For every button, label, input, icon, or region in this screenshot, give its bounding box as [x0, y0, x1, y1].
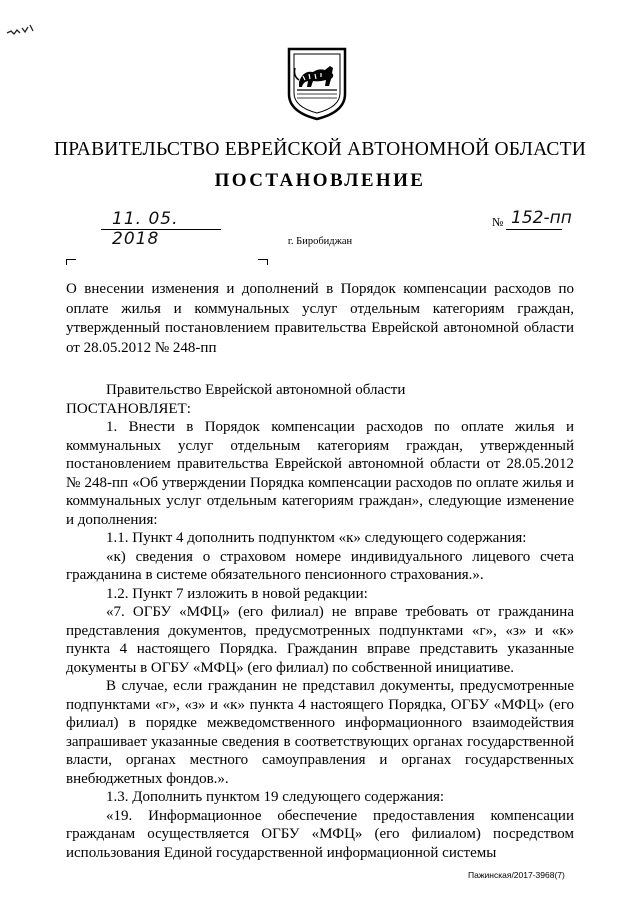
government-title: ПРАВИТЕЛЬСТВО ЕВРЕЙСКОЙ АВТОНОМНОЙ ОБЛАСТИ	[53, 139, 587, 160]
paragraph-1: 1. Внести в Порядок компенсации расходов по оплате жилья и коммунальных услуг отдельным категориям граждан, утвержденный постановлением правительства Еврейской автономной области от 28.05.2012 № 248-пп «Об утверждении Порядка компенсации расходов по оплате жилья и коммунальных услуг отдельным категориям граждан», следующие изменение и дополнения:	[66, 419, 574, 528]
subject-bracket-right	[258, 259, 268, 265]
subject-bracket-left	[66, 259, 76, 265]
paragraph-1-2: 1.2. Пункт 7 изложить в новой редакции:	[106, 585, 368, 602]
number-label: №	[492, 215, 504, 229]
paragraph-1-3-text: «19. Информационное обеспечение предоставления компенсации гражданам осуществляется ОГБУ «МФЦ» (его филиалом) посредством использования Единой государственной информационной системы	[66, 807, 574, 861]
document-date: 11. 05. 2018	[112, 209, 179, 249]
paragraph-1-2-text: «7. ОГБУ «МФЦ» (его филиал) не вправе требовать от гражданина представления документов, предусмотренных подпунктами «г», «з» и «к» пункта 4 настоящего Порядка. Гражданин вправе представить указанные документы в ОГБУ «МФЦ» (его филиал) по собственной инициативе.	[66, 604, 574, 676]
document-subject: О внесении изменения и дополнений в Порядок компенсации расходов по оплате жилья и коммунальных услуг отдельным категориям граждан, утвержденный постановлением правительства Еврейской автономной области от 28.05.2012 № 248-пп	[66, 281, 574, 356]
document-type-heading: ПОСТАНОВЛЕНИЕ	[214, 170, 426, 191]
paragraph-1-1-text: «к) сведения о страховом номере индивидуального лицевого счета гражданина в системе обязательного пенсионного страхования.».	[66, 548, 574, 583]
handwritten-mark	[6, 22, 36, 38]
paragraph-1-2-text-2: В случае, если гражданин не представил документы, предусмотренные подпунктами «г», «з» и «к» пункта 4 настоящего Порядка, ОГБУ «МФЦ» (его филиал) в порядке межведомственного информационного взаимодействия запрашивает указанные сведения в соответствующих органах государственной власти, органах местного самоуправления и органах государственных внебюджетных фондов.».	[66, 678, 574, 787]
preamble: Правительство Еврейской автономной области	[106, 382, 406, 398]
number-underline	[506, 229, 562, 230]
document-number: 152-пп	[511, 208, 572, 228]
paragraph-1-1: 1.1. Пункт 4 дополнить подпунктом «к» следующего содержания:	[106, 530, 527, 546]
resolves-heading: ПОСТАНОВЛЯЕТ:	[66, 400, 191, 417]
document-body	[66, 381, 574, 862]
date-underline	[101, 229, 221, 230]
coat-of-arms-emblem	[285, 46, 349, 122]
footer-code: Пажинская/2017-3968(7)	[468, 870, 565, 880]
paragraph-1-3: 1.3. Дополнить пунктом 19 следующего содержания:	[106, 789, 445, 805]
city: г. Биробиджан	[287, 236, 353, 247]
